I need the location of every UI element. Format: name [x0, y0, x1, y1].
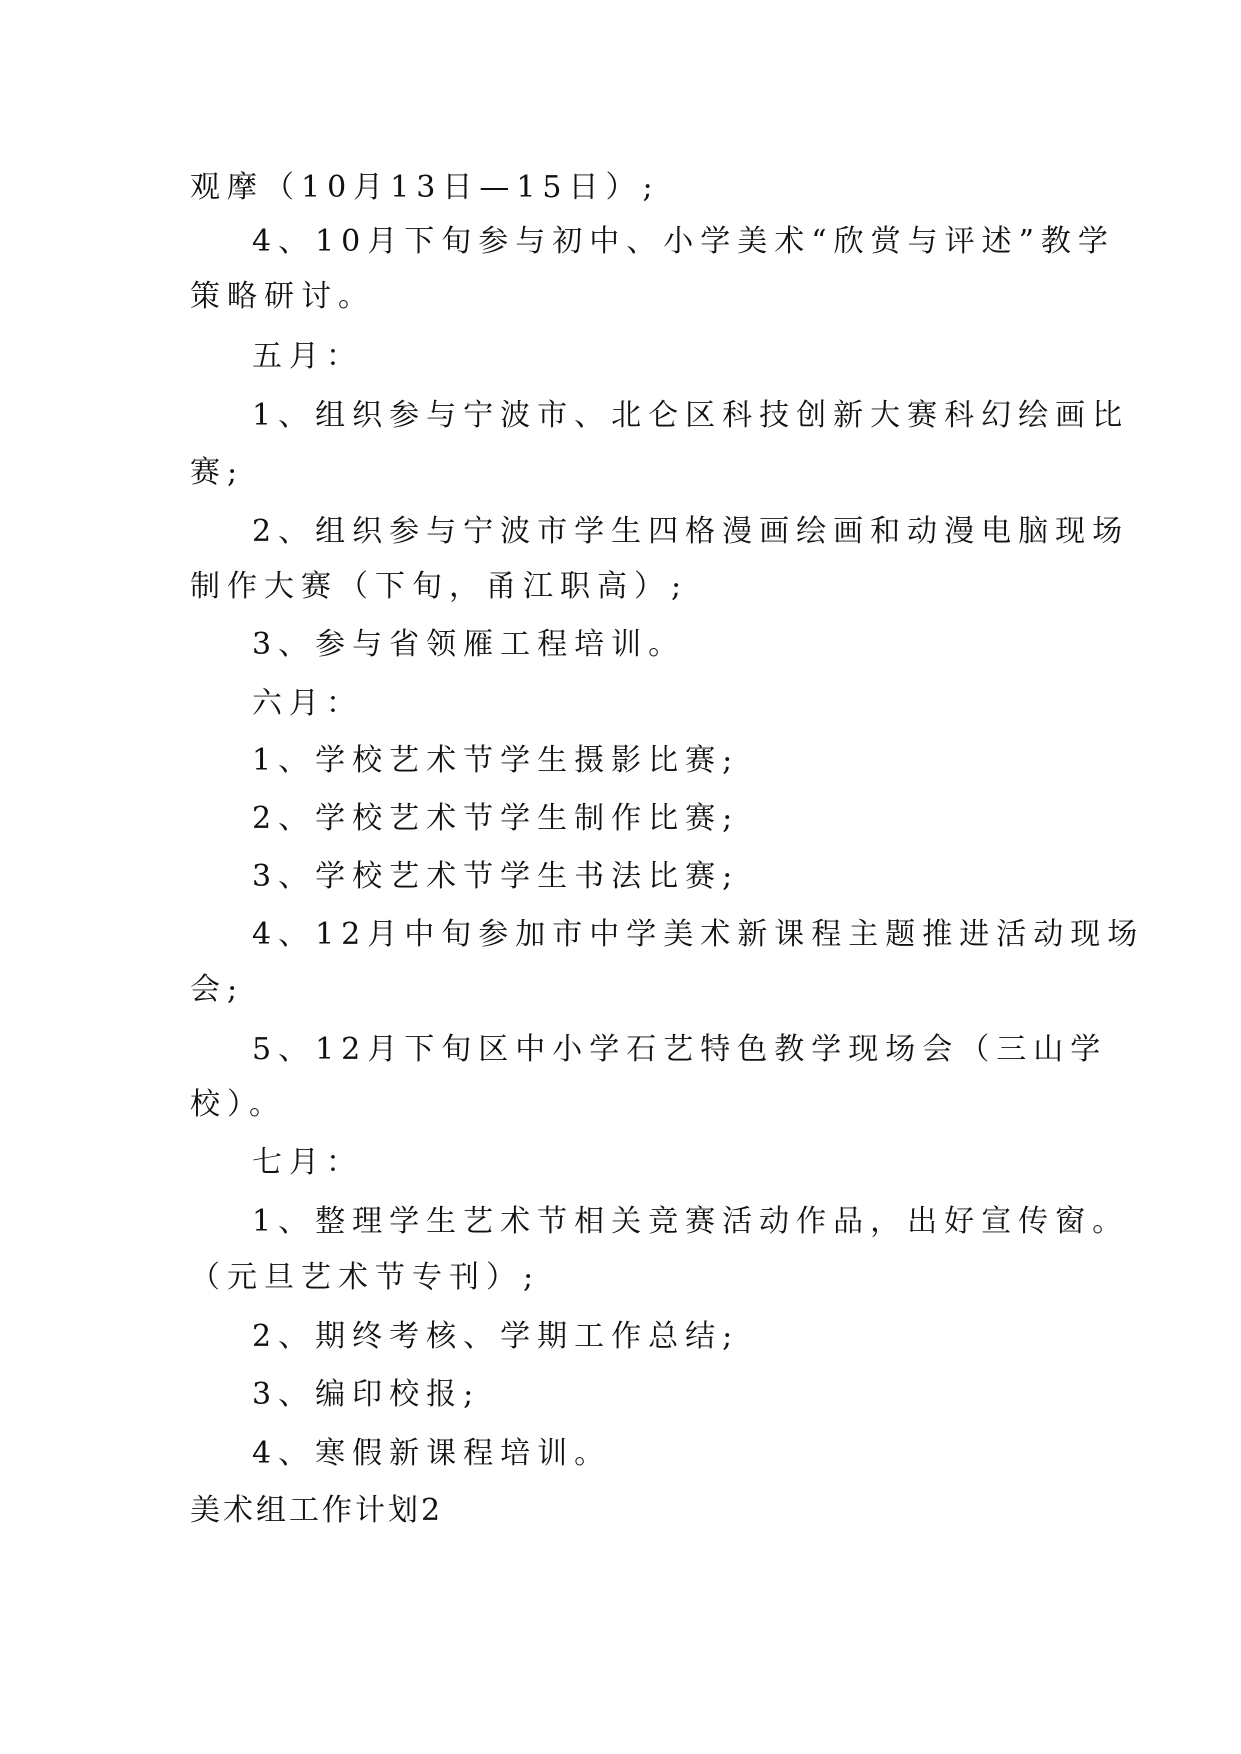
text-line: 3、学校艺术节学生书法比赛;	[252, 859, 740, 894]
text-line: 4、10月下旬参与初中、小学美术“欣赏与评述”教学	[252, 224, 1115, 259]
text-line: 1、组织参与宁波市、北仑区科技创新大赛科幻绘画比	[252, 398, 1130, 433]
text-line: 2、学校艺术节学生制作比赛;	[252, 801, 740, 836]
month-heading: 六月：	[252, 686, 363, 721]
month-heading: 七月：	[252, 1145, 363, 1180]
text-line: 4、12月中旬参加市中学美术新课程主题推进活动现场	[252, 917, 1145, 952]
text-line: 校）。	[190, 1087, 286, 1122]
text-line: 5、12月下旬区中小学石艺特色教学现场会（三山学	[252, 1032, 1108, 1067]
text-line: 制作大赛（下旬，甬江职高）;	[190, 569, 689, 604]
text-line: 3、参与省领雁工程培训。	[252, 627, 686, 662]
section-title: 美术组工作计划2	[190, 1493, 444, 1528]
text-line: 4、寒假新课程培训。	[252, 1436, 612, 1471]
text-line: 2、期终考核、学期工作总结;	[252, 1319, 740, 1354]
month-heading: 五月：	[252, 339, 363, 374]
text-line: 会;	[190, 972, 245, 1007]
text-line: 观摩（10月13日—15日）;	[190, 170, 660, 205]
text-line: 赛;	[190, 455, 245, 490]
text-line: 1、整理学生艺术节相关竞赛活动作品，出好宣传窗。	[252, 1204, 1130, 1239]
text-line: 1、学校艺术节学生摄影比赛;	[252, 743, 740, 778]
text-line: 3、编印校报;	[252, 1377, 481, 1412]
text-line: （元旦艺术节专刊）;	[190, 1260, 541, 1295]
text-line: 策略研讨。	[190, 279, 375, 314]
text-line: 2、组织参与宁波市学生四格漫画绘画和动漫电脑现场	[252, 514, 1130, 549]
